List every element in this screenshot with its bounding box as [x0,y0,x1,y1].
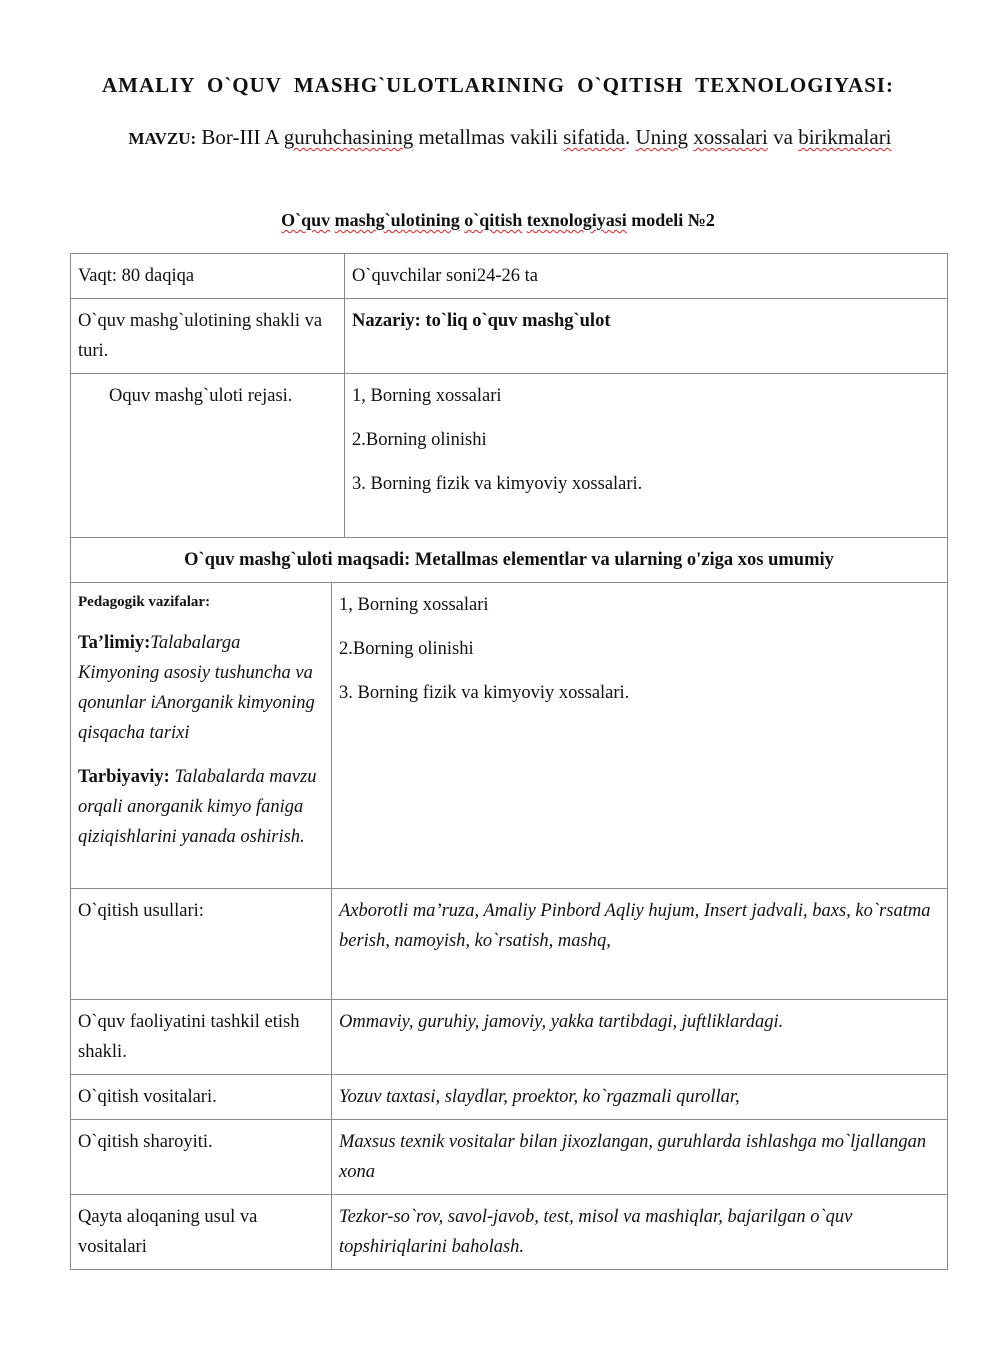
topic-text: metallmas vakili [413,125,564,149]
talimiy-text: Talabalarga Kimyoning asosiy tushuncha va qonunlar iAnorganik kimyoning qisqacha tarixi [78,633,315,743]
list-item: 1, Borning xossalari [352,386,502,406]
methods-value-cell: Axborotli ma’ruza, Amaliy Pinbord Aqliy hujum, Insert jadvali, baxs, ko`rsatma berish, namoyish, ko`rsatish, mashq, [332,889,948,1000]
tools-label-cell: O`qitish vositalari. [71,1075,332,1120]
list-item: 3. Borning fizik va kimyoviy xossalari. [352,474,643,494]
pedagogical-heading: Pedagogik vazifalar: [78,594,211,610]
lesson-model-table [70,253,948,1270]
topic-word-spellcheck: Uning [635,125,688,149]
model-title-word: O`quv [281,210,331,230]
list-item: 3. Borning fizik va kimyoviy xossalari. [339,683,630,703]
topic-text: . [624,125,636,149]
list-item: 1, Borning xossalari [339,595,489,615]
topic-text: Bor-III A [196,125,284,149]
conditions-label-cell: O`qitish sharoyiti. [71,1120,332,1195]
tarbiyaviy-text: Talabalarda mavzu orqali anorganik kimyo faniga qiziqishlarini yanada oshirish. [78,767,317,847]
table-row [71,254,948,299]
conditions-value-cell: Maxsus texnik vositalar bilan jixozlangan, guruhlarda ishlashga mo`ljallangan xona [332,1120,948,1195]
tools-value-cell: Yozuv taxtasi, slaydlar, proektor, ko`rgazmali qurollar, [332,1075,948,1120]
table-row [71,889,948,1000]
talimiy-label: Ta’limiy: [78,633,151,653]
model-title-word: o`qitish [464,210,523,230]
activity-value-cell: Ommaviy, guruhiy, jamoviy, yakka tartibdagi, juftliklardagi. [332,1000,948,1075]
topic-word-spellcheck: guruhchasining [283,125,414,149]
topic-line [110,123,910,153]
pedagogical-items-cell [332,583,948,889]
table-row [71,1195,948,1270]
activity-label-cell: O`quv faoliyatini tashkil etish shakli. [71,1000,332,1075]
topic-text: va [767,125,799,149]
students-cell: O`quvchilar soni24-26 ta [345,254,948,299]
methods-label-cell: O`qitish usullari: [71,889,332,1000]
form-value-cell: Nazariy: to`liq o`quv mashg`ulot [345,299,948,374]
model-title-rest: modeli №2 [626,210,715,230]
table-row [71,299,948,374]
plan-label-cell: Oquv mashg`uloti rejasi. [71,374,345,538]
plan-items-cell [345,374,948,538]
table-row [71,1000,948,1075]
model-title [0,210,996,231]
feedback-value-cell: Tezkor-so`rov, savol-javob, test, misol va mashiqlar, bajarilgan o`quv topshiriqlarini baholash. [332,1195,948,1270]
topic-word-spellcheck: xossalari [693,125,768,149]
tarbiyaviy-block [78,762,324,852]
pedagogical-tasks-cell [71,583,332,889]
table-row [71,1075,948,1120]
topic-word-spellcheck: sifatida [563,125,625,149]
list-item: 2.Borning olinishi [352,430,487,450]
table-row [71,538,948,583]
goal-cell: O`quv mashg`uloti maqsadi: Metallmas elementlar va ularning o'ziga xos umumiy [71,538,948,583]
topic-label: MAVZU: [128,129,197,148]
table-row [71,1120,948,1195]
table-row [71,374,948,538]
table-row [71,583,948,889]
topic-word-spellcheck: birikmalari [798,125,892,149]
form-label-cell: O`quv mashg`ulotining shakli va turi. [71,299,345,374]
list-item: 2.Borning olinishi [339,639,474,659]
tarbiyaviy-label: Tarbiyaviy: [78,767,170,787]
talimiy-block [78,628,324,748]
document-title: AMALIY O`QUV MASHG`ULOTLARINING O`QITISH TEXNOLOGIYASI: [102,73,894,97]
model-title-word: texnologiyasi [526,210,627,230]
feedback-label-cell: Qayta aloqaning usul va vositalari [71,1195,332,1270]
time-cell: Vaqt: 80 daqiqa [71,254,345,299]
model-title-word: mashg`ulotining [334,210,460,230]
